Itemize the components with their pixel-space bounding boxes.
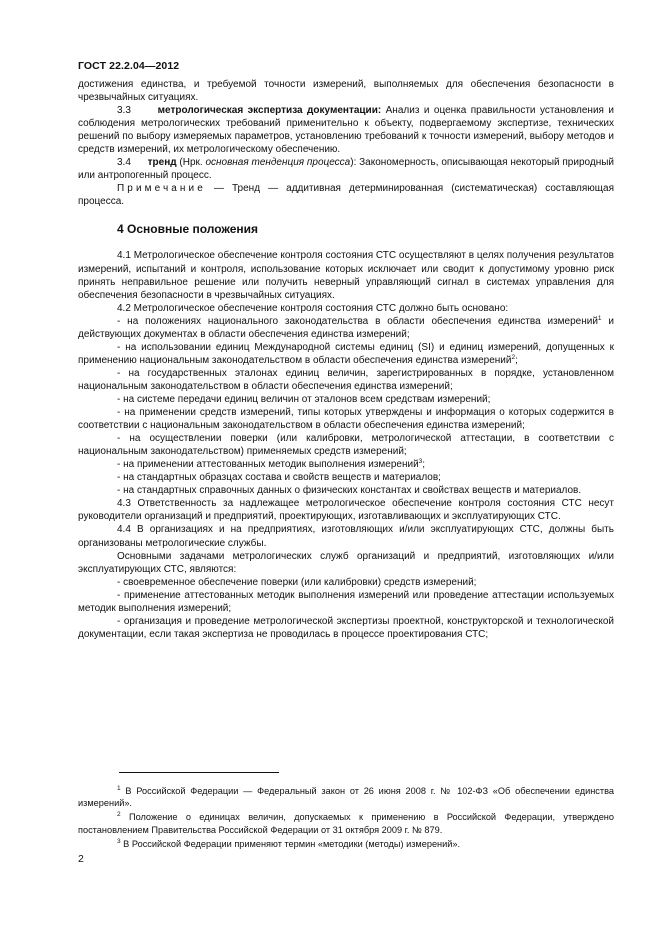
clause-4-4: 4.4 В организациях и на предприятиях, изготовляющих и/или эксплуатирующих СТС, должны быть организованы метрологические службы. <box>78 524 614 549</box>
list-item: - на применении аттестованных методик выполнения измерений$^3$; <box>117 458 426 471</box>
term-prefix: (Нрк. <box>176 157 206 169</box>
list-item: - на системе передачи единиц величин от эталонов всем средствам измерений; <box>117 393 491 405</box>
task-item: - организация и проведение метрологической экспертизы проектной, конструкторской и технологической документации, если такая экспертиза не проводилась в процессе проектирования СТС; <box>78 615 614 640</box>
list-item: - на положениях национального законодательства в области обеспечения единства измерений$^1$ и действующих документах в области обеспечения единства измерений; <box>78 314 614 340</box>
document-body <box>78 78 614 641</box>
task-item: - применение аттестованных методик выполнения измерений или проведение аттестации используемых методик выполнения измерений; <box>78 589 614 614</box>
term-definition: ): Закономерность, описывающая некоторый природный или антропогенный процесс. <box>78 157 614 182</box>
footnote: $^1$ В Российской Федерации — Федеральный закон от 26 июня 2008 г. № 102-ФЗ «Об обеспечении единства измерений». <box>78 785 614 809</box>
clause-4-1: 4.1 Метрологическое обеспечение контроля состояния СТС осуществляют в целях получения результатов измерений, испытаний и контроля, использование которых исключает или сводит к допустимому уровню риск принять неправильное решение или получить неверный управляющий сигнал в системах управления для обеспечения безопасности в чрезвычайных ситуациях. <box>78 250 614 301</box>
section-heading: 4 Основные положения <box>117 222 259 237</box>
document-header: ГОСТ 22.2.04—2012 <box>78 60 180 72</box>
footnote-ref: 3 <box>418 458 423 466</box>
note-label: Примечание <box>117 183 206 195</box>
footnote-number: 1 <box>117 785 121 792</box>
footnote-divider <box>119 772 279 773</box>
term-name: тренд <box>147 157 177 169</box>
paragraph-continuation: достижения единства, и требуемой точности измерений, выполняемых для обеспечения безопасности в чрезвычайных ситуациях. <box>78 79 614 104</box>
note <box>78 182 614 208</box>
list-item: - на стандартных образцах состава и свойств веществ и материалов; <box>117 472 441 484</box>
list-item: - на государственных эталонах единиц величин, зарегистрированных в порядке, установленном национальным законодательством в области обеспечения единства измерений; <box>78 367 614 392</box>
term-definition: Анализ и оценка правильности установления и соблюдения метрологических требований применительно к объекту, подвергаемому экспертизе, технических решений по выбору измеряемых параметров, установлению требований к точности измерений, выбору методов и средств измерений, их метрологическому обеспечению. <box>78 105 614 156</box>
list-item: - на стандартных справочных данных о физических константах и свойствах веществ и материалов. <box>117 485 582 497</box>
term-3-3 <box>78 104 614 156</box>
footnotes <box>78 785 614 852</box>
footnote-ref: 2 <box>511 353 516 361</box>
list-item: - на применении средств измерений, типы которых утверждены и информация о которых содержится в соответствии с национальным законодательством в области обеспечения единства измерений; <box>78 407 614 432</box>
page-number: 2 <box>78 853 84 865</box>
clause-4-3: 4.3 Ответственность за надлежащее метрологическое обеспечение контроля состояния СТС несут руководители организаций и предприятий, проектирующих, изготавливающих и эксплуатирующих СТС. <box>78 498 614 523</box>
footnote: $^3$ В Российской Федерации применяют термин «методики (методы) измерений». <box>117 837 461 849</box>
term-3-4 <box>78 156 614 182</box>
term-italic: основная тенденция процесса <box>205 157 351 169</box>
list-item: - на использовании единиц Международной системы единиц (SI) и единиц измерений, допущенных к применению национальным законодательством в области обеспечения единства измерений$^2$; <box>78 341 614 366</box>
list-item: - на осуществлении поверки (или калибровки, метрологической аттестации, в соответствии с национальным законодательством) применяемых средств измерений; <box>78 433 614 458</box>
footnote-number: 3 <box>117 837 121 845</box>
tasks-intro: Основными задачами метрологических служб организаций и предприятий, изготовляющих и/или эксплуатирующих СТС, являются: <box>78 550 614 575</box>
task-item: - своевременное обеспечение поверки (или калибровки) средств измерений; <box>117 576 477 588</box>
footnote-number: 2 <box>117 811 121 819</box>
term-number: 3.4 <box>117 157 131 169</box>
footnote-ref: 1 <box>597 314 602 322</box>
clause-4-2: 4.2 Метрологическое обеспечение контроля состояния СТС должно быть основано: <box>117 302 509 314</box>
term-name: метрологическая экспертиза документации: <box>157 105 382 117</box>
footnote: $^2$ Положение о единицах величин, допускаемых к применению в Российской Федерации, утверждено постановлением Правительства Российской Федерации от 31 октября 2009 г. № 879. <box>78 811 614 835</box>
note-text: — Тренд — аддитивная детерминированная (систематическая) составляющая процесса. <box>78 183 614 208</box>
term-number: 3.3 <box>117 105 131 117</box>
